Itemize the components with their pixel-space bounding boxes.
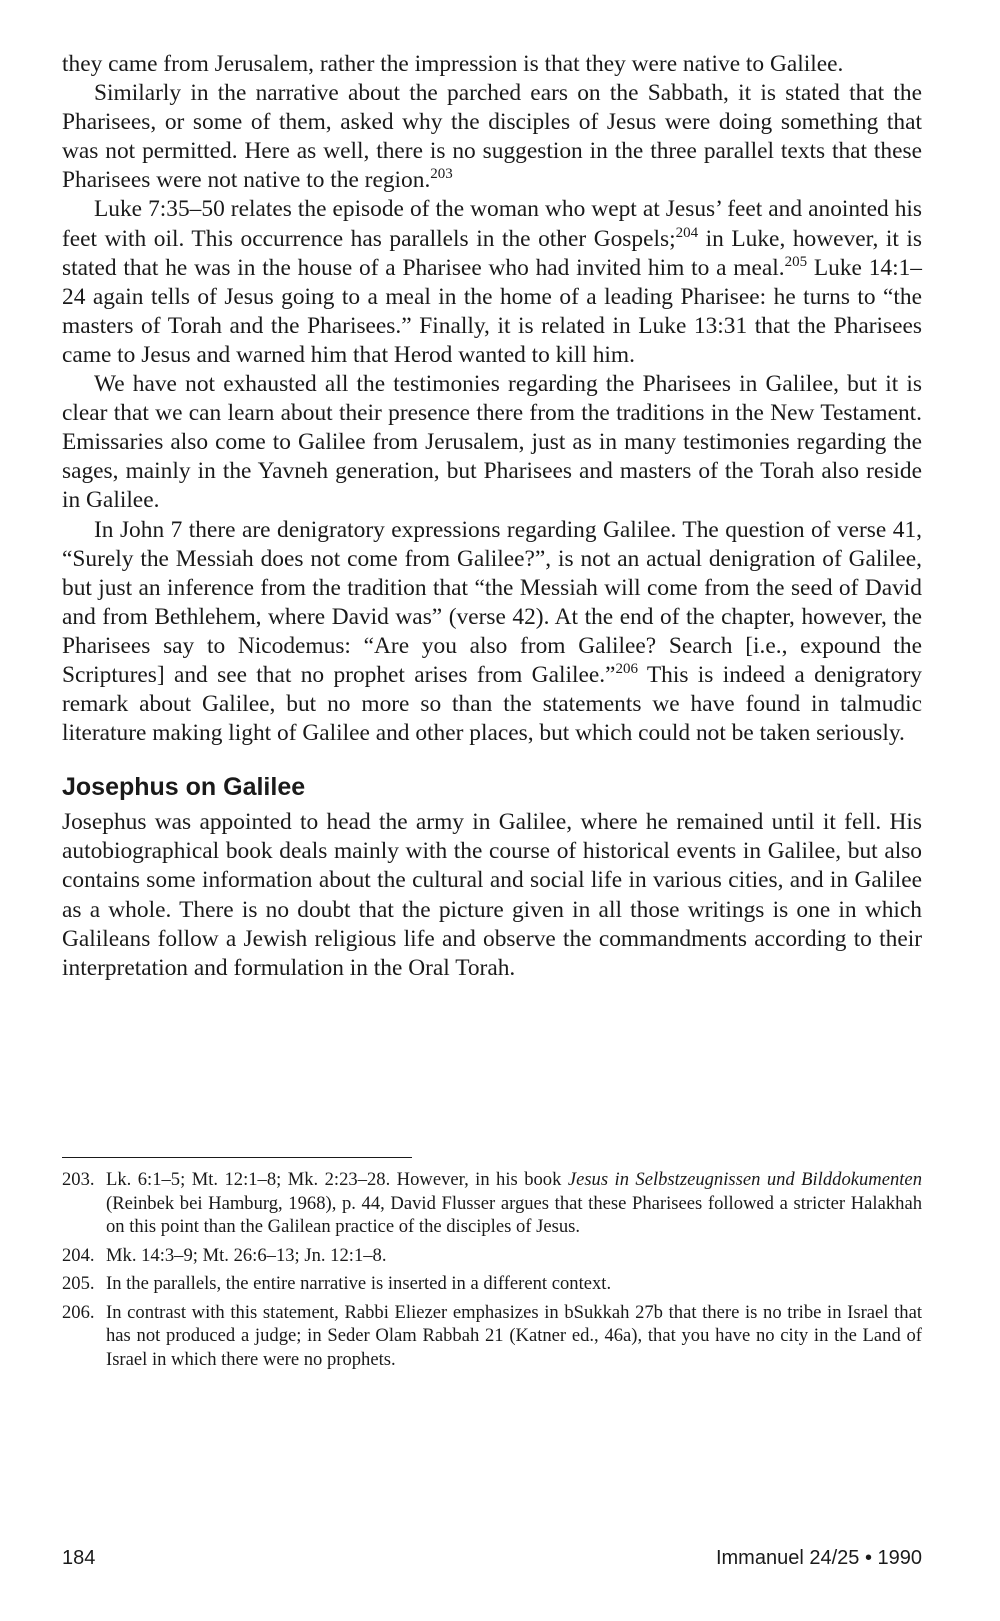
paragraph-continued: they came from Jerusalem, rather the impression is that they were native to Galilee. — [62, 51, 844, 77]
section-heading: Josephus on Galilee — [62, 773, 306, 802]
footnote-text: In contrast with this statement, Rabbi Eliezer emphasizes in bSukkah 27b that there is no tribe in Israel that has not produced a judge; in Seder Olam Rabbah 21 (Katner ed., 46a), that you have no city in the Land of Israel in which there were no prophets. — [106, 1301, 922, 1370]
footnote-text: Lk. 6:1–5; Mt. 12:1–8; Mk. 2:23–28. However, in his book Jesus in Selbstzeugnissen und Bilddokumenten (Reinbek bei Hamburg, 1968), p. 44, David Flusser argues that these Pharisees followed a stricter Halakhah on this point than the Galilean practice of the disciples of Jesus. — [106, 1169, 922, 1237]
page-number: 184 — [62, 1547, 96, 1569]
footnote-ref-206[interactable]: 206 — [615, 660, 638, 677]
paragraph-josephus: Josephus was appointed to head the army in Galilee, where he remained until it fell. His autobiographical book deals mainly with the course of historical events in Galilee, but also contains some information about the cultural and social life in various cities, and in Galilee as a whole. There is no doubt that the picture given in all those writings is one in which Galileans follow a Jewish religious life and observe the commandments according to their interpretation and formulation in the Oral Torah. — [62, 809, 922, 981]
footnote-ref-204[interactable]: 204 — [675, 224, 699, 241]
footnote-number: 204. — [62, 1244, 95, 1266]
main-text — [62, 50, 922, 983]
footnote-203 — [62, 1168, 922, 1239]
footnote-text: In the parallels, the entire narrative is inserted in a different context. — [106, 1273, 612, 1294]
paragraph-luke-woman: Luke 7:35–50 relates the episode of the woman who wept at Jesus’ feet and anointed his feet with oil. This occurrence has parallels in the other Gospels;$^{204}$ in Luke, however, it is stated that he was in the house of a Pharisee who had invited him to a meal.$^{205}$ Luke 14:1–24 again tells of Jesus going to a meal in the home of a leading Pharisee: he turns to “the masters of Torah and the Pharisees.” Finally, it is related in Luke 13:31 that the Pharisees came to Jesus and warned him that Herod wanted to kill him. — [62, 196, 922, 368]
footnote-ref-205[interactable]: 205 — [784, 253, 808, 270]
page-footer — [62, 1546, 922, 1570]
footnote-205 — [62, 1272, 922, 1296]
footnote-ref-203[interactable]: 203 — [430, 166, 453, 183]
footnote-text: Mk. 14:3–9; Mt. 26:6–13; Jn. 12:1–8. — [106, 1244, 387, 1266]
paragraph-parched-ears: Similarly in the narrative about the parched ears on the Sabbath, it is stated that the Pharisees, or some of them, asked why the disciples of Jesus were doing something that was not permitted. Here as well, there is no suggestion in the three parallel texts that these Pharisees were not native to the region.$^{203}$ — [62, 80, 922, 194]
footnote-206 — [62, 1301, 922, 1372]
paragraph-john-7: In John 7 there are denigratory expressions regarding Galilee. The question of verse 41, “Surely the Messiah does not come from Galilee?”, is not an actual denigration of Galilee, but just an inference from the tradition that “the Messiah will come from the seed of David and from Bethlehem, where David was” (verse 42). At the end of the chapter, however, the Pharisees say to Nicodemus: “Are you also from Galilee? Search [i.e., expound the Scriptures] and see that no prophet arises from Galilee.”$^{206}$ This is indeed a denigratory remark about Galilee, but no more so than the statements we have found in talmudic literature making light of Galilee and other places, but which could not be taken seriously. — [62, 516, 922, 747]
paragraph-testimonies: We have not exhausted all the testimonies regarding the Pharisees in Galilee, but it is clear that we can learn about their presence there from the traditions in the New Testament. Emissaries also come to Galilee from Jerusalem, just as in many testimonies regarding the sages, mainly in the Yavneh generation, but Pharisees and masters of the Torah also reside in Galilee. — [62, 371, 922, 514]
footnote-number: 203. — [62, 1169, 95, 1190]
footnote-number: 205. — [62, 1273, 95, 1294]
footnote-divider — [62, 1157, 412, 1158]
journal-citation: Immanuel 24/25 • 1990 — [715, 1547, 922, 1569]
footnote-number: 206. — [62, 1301, 95, 1323]
footnote-204 — [62, 1244, 922, 1268]
book-title: Jesus in Selbstzeugnissen und Bilddokumenten — [567, 1169, 922, 1190]
footnotes — [62, 1168, 922, 1376]
